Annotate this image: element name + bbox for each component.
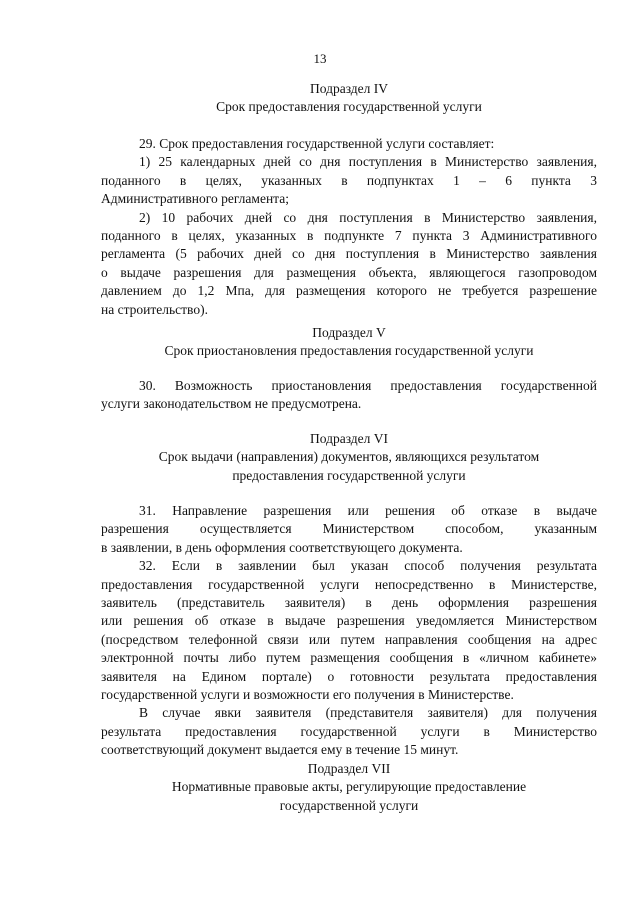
section-heading-vii: [101, 760, 597, 815]
text-line: 1) 25 календарных дней со дня поступления в Министерство заявления,: [139, 154, 597, 170]
text-line: 2) 10 рабочих дней со дня поступления в Министерство заявления,: [139, 209, 597, 225]
text-line: В случае явки заявителя (представителя заявителя) для получения: [139, 705, 597, 721]
text-line: 32. Если в заявлении был указан способ получения результата: [139, 558, 597, 574]
text-line: регламента (5 рабочих дней со дня поступления в Министерство заявления: [101, 246, 597, 262]
text-line: услуги законодательством не предусмотрена.: [101, 396, 362, 412]
text-line: поданного в целях, указанных в подпунктах 1 – 6 пункта 3: [101, 172, 597, 188]
text-line: заявитель (представитель заявителя) в день оформления разрешения: [101, 595, 597, 611]
paragraph-32: [101, 557, 597, 704]
text-line: заявителя на Едином портале) о готовности результата предоставления: [101, 668, 597, 684]
paragraph-32-appearance: [101, 704, 597, 759]
paragraph-31: [101, 502, 597, 557]
text-line: соответствующий документ выдается ему в течение 15 минут.: [101, 742, 459, 758]
text-line: в заявлении, в день оформления соответствующего документа.: [101, 539, 463, 555]
subsection-label: Подраздел V: [312, 325, 386, 340]
text-line: государственной услуги и возможности его получения в Министерстве.: [101, 687, 514, 703]
paragraph-30: [101, 377, 597, 414]
page-number: 13: [313, 51, 327, 66]
subsection-title-line: государственной услуги: [279, 797, 419, 813]
text-line: предоставления государственной услуги непосредственно в Министерстве,: [101, 576, 597, 592]
text-line: на строительство).: [101, 301, 208, 317]
text-line: Административного регламента;: [101, 191, 289, 207]
subsection-label: Подраздел IV: [309, 81, 389, 96]
text-line: (посредством телефонной связи или путем направления сообщения на адрес: [101, 631, 597, 647]
text-line: электронной почты либо путем размещения сообщения в «личном кабинете»: [101, 650, 597, 666]
subsection-title-line: предоставления государственной услуги: [232, 467, 466, 483]
text-line: 29. Срок предоставления государственной услуги составляет:: [139, 136, 495, 151]
section-vi-body: [101, 502, 597, 760]
section-heading-iv: [101, 80, 597, 117]
subsection-title: Срок приостановления предоставления государственной услуги: [164, 343, 534, 359]
text-line: о выдаче разрешения для размещения объекта, являющегося газопроводом: [101, 264, 597, 280]
text-line: результата предоставления государственной услуги в Министерство: [101, 723, 597, 739]
text-line: 30. Возможность приостановления предоставления государственной: [139, 378, 597, 393]
text-line: или решения об отказе в выдаче разрешения уведомляется Министерством: [101, 613, 597, 629]
subsection-label: Подраздел VI: [309, 431, 389, 446]
paragraph-29-2: [101, 209, 597, 319]
subsection-title-line: Срок выдачи (направления) документов, являющихся результатом: [158, 449, 540, 465]
text-line: 31. Направление разрешения или решения об отказе в выдаче: [139, 503, 597, 518]
text-line: давлением до 1,2 Мпа, для размещения которого не требуется разрешение: [101, 283, 597, 299]
paragraph-29: [101, 135, 597, 153]
section-heading-v: [101, 324, 597, 361]
section-iv-body: [101, 135, 597, 319]
subsection-title-line: Нормативные правовые акты, регулирующие предоставление: [171, 779, 527, 795]
text-line: поданного в целях, указанных в подпункте 7 пункта 3 Административного: [101, 228, 597, 244]
text-line: разрешения осуществляется Министерством способом, указанным: [101, 521, 597, 537]
section-heading-vi: [101, 430, 597, 485]
section-v-body: [101, 377, 597, 414]
subsection-title: Срок предоставления государственной услуги: [216, 99, 482, 115]
subsection-label: Подраздел VII: [307, 761, 391, 776]
paragraph-29-1: [101, 153, 597, 208]
